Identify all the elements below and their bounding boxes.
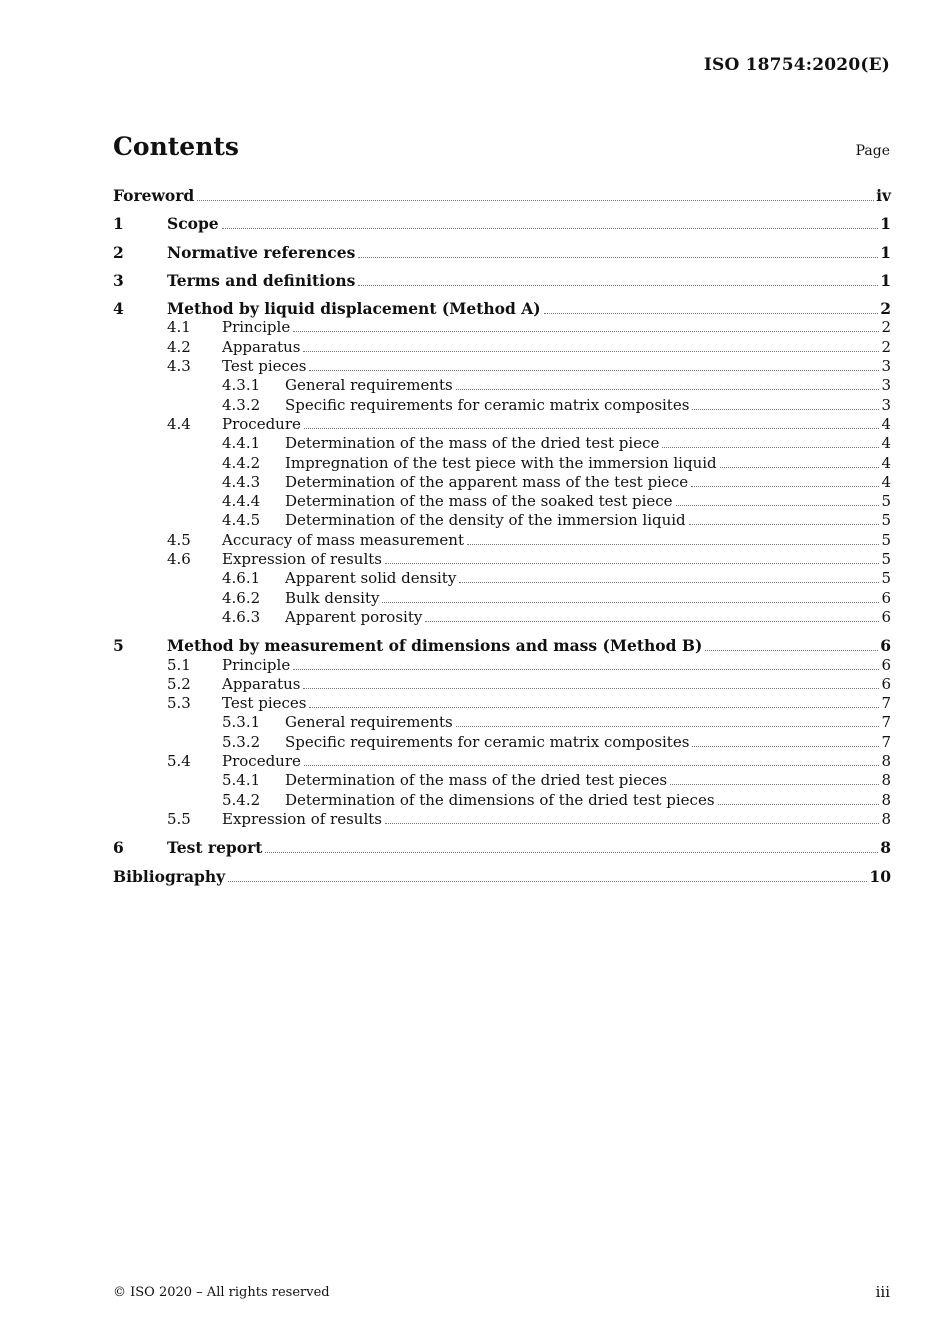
toc-entry-number: 4.6.1 — [222, 569, 261, 588]
toc-entry[interactable] — [113, 434, 891, 453]
toc-entry-title[interactable]: General requirements — [285, 376, 453, 395]
toc-entry-line — [285, 376, 891, 395]
toc-entry-number: 5.1 — [167, 655, 191, 674]
toc-entry-line — [113, 186, 891, 205]
toc-entry[interactable] — [113, 454, 891, 473]
toc-entry-page: 8 — [881, 790, 891, 809]
toc-entry-page: 8 — [881, 752, 891, 771]
toc-dot-leader — [467, 531, 879, 545]
toc-dot-leader — [544, 300, 879, 314]
toc-entry-title[interactable]: Procedure — [222, 414, 301, 433]
toc-dot-leader — [358, 244, 878, 258]
toc-dot-leader — [303, 338, 879, 352]
toc-entry-number: 4.1 — [167, 318, 191, 337]
toc-entry-line — [222, 531, 891, 550]
toc-entry-title[interactable]: Apparatus — [222, 674, 301, 693]
toc-entry-line — [222, 415, 891, 434]
toc-entry-number: 5.4.1 — [222, 771, 261, 790]
toc-entry-page: 6 — [881, 674, 891, 693]
toc-entry-number: 4.3.2 — [222, 395, 261, 414]
toc-entry[interactable] — [113, 713, 891, 732]
toc-entry[interactable] — [113, 318, 891, 337]
toc-entry-title[interactable]: Principle — [222, 655, 291, 674]
toc-entry-page: 4 — [881, 434, 891, 453]
toc-dot-leader — [358, 272, 878, 286]
toc-entry-page: 8 — [881, 771, 891, 790]
toc-entry-title[interactable]: Terms and definitions — [167, 270, 356, 290]
toc-dot-leader — [705, 637, 878, 651]
toc-dot-leader — [692, 733, 879, 747]
toc-entry-number: 2 — [113, 242, 124, 262]
toc-entry-title[interactable]: Procedure — [222, 752, 301, 771]
toc-entry-page: 5 — [881, 530, 891, 549]
toc-entry-page: 10 — [869, 866, 891, 886]
toc-entry-line — [285, 771, 891, 790]
toc-entry-title[interactable]: Apparent solid density — [285, 569, 457, 588]
toc-dot-leader — [385, 810, 879, 824]
toc-entry-title[interactable]: Test report — [167, 838, 263, 858]
toc-entry[interactable] — [113, 376, 891, 395]
footer-page-number: iii — [875, 1283, 890, 1301]
toc-entry-line — [285, 492, 891, 511]
toc-entry-title[interactable]: Method by liquid displacement (Method A) — [167, 299, 541, 319]
toc-entry-number: 5.3.2 — [222, 732, 261, 751]
toc-dot-leader — [456, 376, 880, 390]
toc-entry-title[interactable]: Impregnation of the test piece with the immersion liquid — [285, 453, 717, 472]
toc-entry-line — [167, 299, 891, 318]
toc-entry[interactable] — [113, 214, 891, 233]
toc-entry-line — [222, 357, 891, 376]
toc-dot-leader — [303, 675, 879, 689]
toc-entry-page: 6 — [880, 636, 891, 656]
toc-entry-title[interactable]: Foreword — [113, 186, 195, 205]
toc-entry[interactable] — [113, 511, 891, 530]
toc-dot-leader — [304, 752, 880, 766]
toc-entry[interactable] — [113, 415, 891, 434]
toc-entry-line — [222, 656, 891, 675]
toc-entry[interactable] — [113, 656, 891, 675]
toc-entry-number: 4.5 — [167, 530, 191, 549]
toc-dot-leader — [670, 771, 879, 785]
toc-entry-number: 4.4.3 — [222, 472, 261, 491]
toc-entry-page: 8 — [880, 838, 891, 858]
toc-entry-number: 4.3.1 — [222, 376, 261, 395]
toc-entry-title[interactable]: Scope — [167, 214, 219, 234]
table-of-contents — [113, 186, 891, 886]
toc-entry-page: 4 — [881, 414, 891, 433]
toc-entry-line — [285, 473, 891, 492]
toc-entry-line — [222, 338, 891, 357]
toc-entry[interactable] — [113, 473, 891, 492]
toc-entry-title[interactable]: Apparent porosity — [285, 607, 423, 626]
toc-entry-number: 4.4.2 — [222, 453, 261, 472]
toc-entry-number: 4.6.3 — [222, 607, 261, 626]
toc-entry-title[interactable]: Determination of the dimensions of the dried test pieces — [285, 790, 715, 809]
toc-entry-line — [285, 454, 891, 473]
toc-entry-number: 1 — [113, 214, 124, 234]
toc-entry[interactable] — [113, 694, 891, 713]
toc-entry-line — [285, 791, 891, 810]
page-column-label: Page — [855, 143, 890, 159]
toc-entry-line — [113, 867, 891, 886]
toc-entry[interactable] — [113, 733, 891, 752]
toc-entry-title[interactable]: General requirements — [285, 713, 453, 732]
toc-entry-title[interactable]: Determination of the mass of the dried test piece — [285, 434, 660, 453]
toc-entry-line — [285, 396, 891, 415]
toc-entry-page: 2 — [881, 318, 891, 337]
toc-entry-title[interactable]: Test pieces — [222, 694, 307, 713]
toc-entry-title[interactable]: Determination of the density of the immersion liquid — [285, 511, 686, 530]
toc-entry-number: 4.4 — [167, 414, 191, 433]
toc-entry-title[interactable]: Principle — [222, 318, 291, 337]
toc-entry[interactable] — [113, 608, 891, 627]
toc-entry[interactable] — [113, 396, 891, 415]
toc-dot-leader — [718, 791, 880, 805]
toc-entry[interactable] — [113, 338, 891, 357]
toc-entry-line — [285, 511, 891, 530]
toc-entry[interactable] — [113, 791, 891, 810]
toc-entry-number: 4 — [113, 299, 124, 319]
toc-entry-page: 7 — [881, 732, 891, 751]
toc-entry-title[interactable]: Method by measurement of dimensions and mass (Method B) — [167, 636, 703, 656]
toc-entry-line — [222, 675, 891, 694]
toc-entry[interactable] — [113, 299, 891, 318]
toc-entry-number: 4.3 — [167, 357, 191, 376]
toc-entry-page: 6 — [881, 655, 891, 674]
toc-entry[interactable] — [113, 771, 891, 790]
toc-entry-page: 7 — [881, 694, 891, 713]
toc-entry-title[interactable]: Test pieces — [222, 357, 307, 376]
toc-entry-line — [167, 243, 891, 262]
toc-entry-line — [167, 636, 891, 655]
toc-entry-page: 5 — [881, 569, 891, 588]
toc-entry-line — [285, 434, 891, 453]
toc-entry-page: 3 — [881, 357, 891, 376]
toc-entry-line — [222, 694, 891, 713]
standard-identifier: ISO 18754:2020(E) — [703, 55, 890, 75]
toc-entry-number: 5.5 — [167, 809, 191, 828]
toc-entry[interactable] — [113, 531, 891, 550]
toc-entry-number: 5.3 — [167, 694, 191, 713]
toc-dot-leader — [197, 187, 874, 201]
toc-dot-leader — [662, 434, 879, 448]
toc-entry-number: 5.4 — [167, 752, 191, 771]
toc-dot-leader — [222, 215, 879, 229]
footer-copyright: © ISO 2020 – All rights reserved — [113, 1285, 330, 1300]
toc-entry-page: 3 — [881, 376, 891, 395]
toc-entry[interactable] — [113, 589, 891, 608]
toc-entry-number: 5.2 — [167, 674, 191, 693]
toc-entry-title[interactable]: Determination of the mass of the soaked test piece — [285, 492, 673, 511]
toc-entry-page: 4 — [881, 472, 891, 491]
toc-entry-number: 3 — [113, 270, 124, 290]
toc-entry[interactable] — [113, 271, 891, 290]
toc-entry-title[interactable]: Expression of results — [222, 550, 382, 569]
toc-entry-title[interactable]: Determination of the mass of the dried test pieces — [285, 771, 668, 790]
toc-entry-line — [285, 608, 891, 627]
toc-entry-page: 6 — [881, 588, 891, 607]
toc-dot-leader — [304, 415, 880, 429]
toc-entry[interactable] — [113, 810, 891, 829]
toc-entry-page: 8 — [881, 809, 891, 828]
toc-entry-number: 5 — [113, 636, 124, 656]
toc-entry-number: 5.4.2 — [222, 790, 261, 809]
toc-entry-line — [285, 569, 891, 588]
toc-entry-line — [167, 271, 891, 290]
toc-dot-leader — [691, 473, 879, 487]
toc-entry-number: 6 — [113, 838, 124, 858]
toc-entry[interactable] — [113, 357, 891, 376]
toc-entry-title[interactable]: Apparatus — [222, 337, 301, 356]
page-title: Contents — [113, 132, 240, 161]
toc-entry-line — [167, 838, 891, 857]
toc-dot-leader — [228, 868, 867, 882]
toc-entry-page: 6 — [881, 607, 891, 626]
toc-entry-number: 4.4.5 — [222, 511, 261, 530]
toc-entry-line — [222, 550, 891, 569]
toc-entry-title[interactable]: Normative references — [167, 242, 356, 262]
toc-dot-leader — [293, 318, 879, 332]
toc-entry[interactable] — [113, 492, 891, 511]
toc-entry-number: 4.4.1 — [222, 434, 261, 453]
toc-entry-line — [285, 713, 891, 732]
toc-entry-page: 5 — [881, 550, 891, 569]
toc-dot-leader — [720, 454, 880, 468]
toc-entry-page: 7 — [881, 713, 891, 732]
toc-dot-leader — [456, 713, 880, 727]
toc-entry-page: 4 — [881, 453, 891, 472]
toc-entry-line — [222, 810, 891, 829]
toc-entry-page: 1 — [880, 214, 891, 234]
toc-entry[interactable] — [113, 243, 891, 262]
toc-entry-line — [285, 589, 891, 608]
toc-entry-title[interactable]: Specific requirements for ceramic matrix composites — [285, 395, 690, 414]
toc-entry[interactable] — [113, 675, 891, 694]
toc-entry-number: 4.6.2 — [222, 588, 261, 607]
toc-dot-leader — [692, 396, 879, 410]
toc-entry-number: 4.2 — [167, 337, 191, 356]
toc-dot-leader — [382, 589, 879, 603]
toc-entry-number: 5.3.1 — [222, 713, 261, 732]
toc-dot-leader — [293, 656, 879, 670]
toc-entry-title[interactable]: Accuracy of mass measurement — [222, 530, 464, 549]
toc-entry[interactable] — [113, 550, 891, 569]
toc-entry[interactable] — [113, 569, 891, 588]
toc-dot-leader — [676, 492, 880, 506]
toc-entry-page: iv — [876, 186, 891, 205]
toc-entry-page: 5 — [881, 511, 891, 530]
toc-entry-title[interactable]: Bulk density — [285, 588, 380, 607]
toc-entry[interactable] — [113, 186, 891, 205]
toc-entry-page: 1 — [880, 270, 891, 290]
toc-entry[interactable] — [113, 867, 891, 886]
toc-entry-number: 4.6 — [167, 550, 191, 569]
toc-entry-page: 2 — [881, 337, 891, 356]
toc-dot-leader — [309, 694, 879, 708]
toc-dot-leader — [309, 357, 879, 371]
toc-dot-leader — [385, 550, 879, 564]
toc-entry-page: 5 — [881, 492, 891, 511]
toc-entry-line — [167, 214, 891, 233]
toc-dot-leader — [425, 608, 879, 622]
toc-dot-leader — [689, 511, 880, 525]
toc-entry-page: 1 — [880, 242, 891, 262]
toc-entry-page: 2 — [880, 299, 891, 319]
toc-entry-line — [222, 752, 891, 771]
toc-entry-line — [285, 733, 891, 752]
toc-entry-title[interactable]: Determination of the apparent mass of the test piece — [285, 472, 689, 491]
toc-entry-page: 3 — [881, 395, 891, 414]
toc-entry-title[interactable]: Specific requirements for ceramic matrix composites — [285, 732, 690, 751]
toc-dot-leader — [459, 569, 879, 583]
toc-entry[interactable] — [113, 752, 891, 771]
toc-entry[interactable] — [113, 636, 891, 655]
toc-entry-line — [222, 318, 891, 337]
toc-entry-title[interactable]: Bibliography — [113, 866, 226, 886]
toc-entry-title[interactable]: Expression of results — [222, 809, 382, 828]
toc-dot-leader — [265, 839, 878, 853]
toc-entry-number: 4.4.4 — [222, 492, 261, 511]
toc-entry[interactable] — [113, 838, 891, 857]
